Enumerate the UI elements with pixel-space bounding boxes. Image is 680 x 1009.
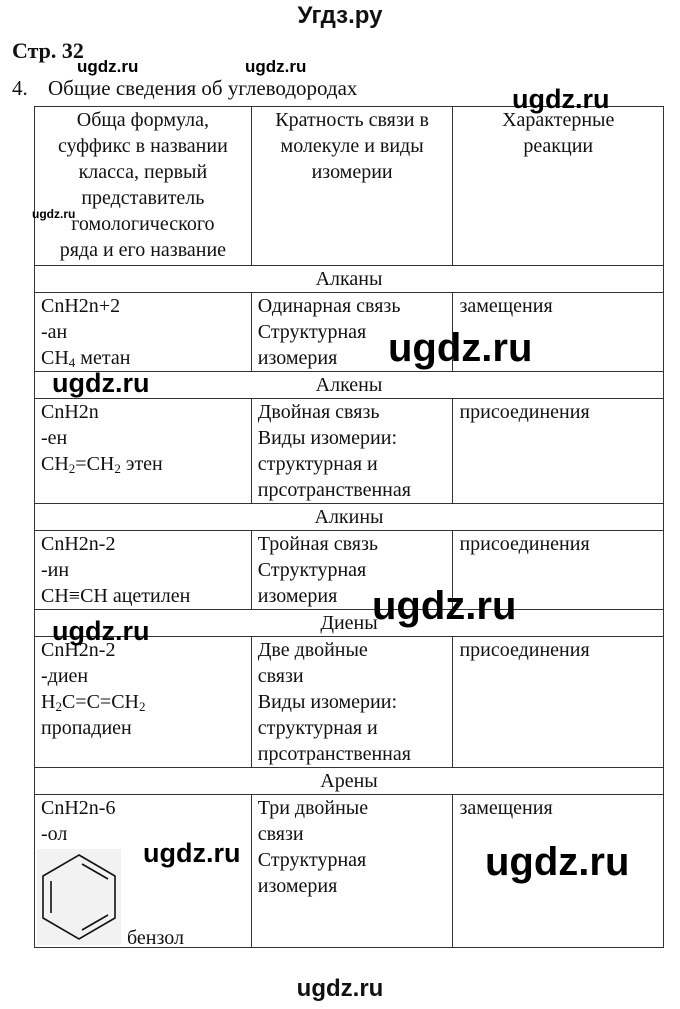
watermark: ugdz.ru [143, 838, 241, 868]
table-row: CnH2n-6 -ол бензол Три двойные связи Структурная изомерия замещения [35, 795, 664, 948]
watermark: ugdz.ru [52, 616, 150, 646]
table-header-row [35, 107, 664, 266]
watermark: ugdz.ru [77, 57, 139, 76]
task-number: 4. [12, 76, 28, 100]
section-title: Алкины [35, 504, 664, 531]
section-title: Алканы [35, 266, 664, 293]
section-title: Алкены [35, 372, 664, 399]
hydrocarbons-table [34, 106, 664, 948]
task-title-text: Общие сведения об углеводородах [48, 76, 358, 100]
watermark: ugdz.ru [388, 326, 533, 370]
section-title: Диены [35, 610, 664, 637]
benzene-label: бензол [127, 927, 184, 949]
header-cell-reactions: Характерные реакции [453, 107, 664, 266]
table-row: CnH2n+2 -ан $CH_4$ метан Одинарная связь Структурная изомерия замещения [35, 293, 664, 372]
section-row-arenes [35, 768, 664, 795]
header-cell-bond: Кратность связи в молекуле и виды изомерии [251, 107, 453, 266]
watermark: ugdz.ru [52, 368, 150, 398]
bottom-watermark: ugdz.ru [296, 975, 384, 1002]
watermark: ugdz.ru [485, 840, 630, 884]
page-label: Стр. 32 [12, 38, 84, 63]
site-title: Угдз.ру [297, 2, 383, 29]
section-row-alkanes [35, 266, 664, 293]
table-row: CnH2n-2 -ин CH≡CH ацетилен Тройная связь Структурная изомерия присоединения [35, 531, 664, 610]
watermark: ugdz.ru [32, 207, 76, 221]
header-cell-formula: Обща формула, суффикс в названии класса, первый представитель гомологического ряда и его название [35, 107, 252, 266]
section-title: Арены [35, 768, 664, 795]
task-title [12, 76, 357, 101]
table-row: CnH2n-2 -диен $H_2C=C=CH_2$ пропадиен Две двойные связи Виды изомерии: структурная и прсотранственная присоединения [35, 637, 664, 768]
watermark: ugdz.ru [372, 584, 517, 628]
table-row: CnH2n -ен $CH_2=CH_2$ этен Двойная связь Виды изомерии: структурная и прсотранственная присоединения [35, 399, 664, 504]
benzene-ring-icon [37, 849, 121, 945]
watermark: ugdz.ru [245, 57, 307, 76]
section-row-alkynes [35, 504, 664, 531]
watermark: ugdz.ru [512, 84, 610, 114]
